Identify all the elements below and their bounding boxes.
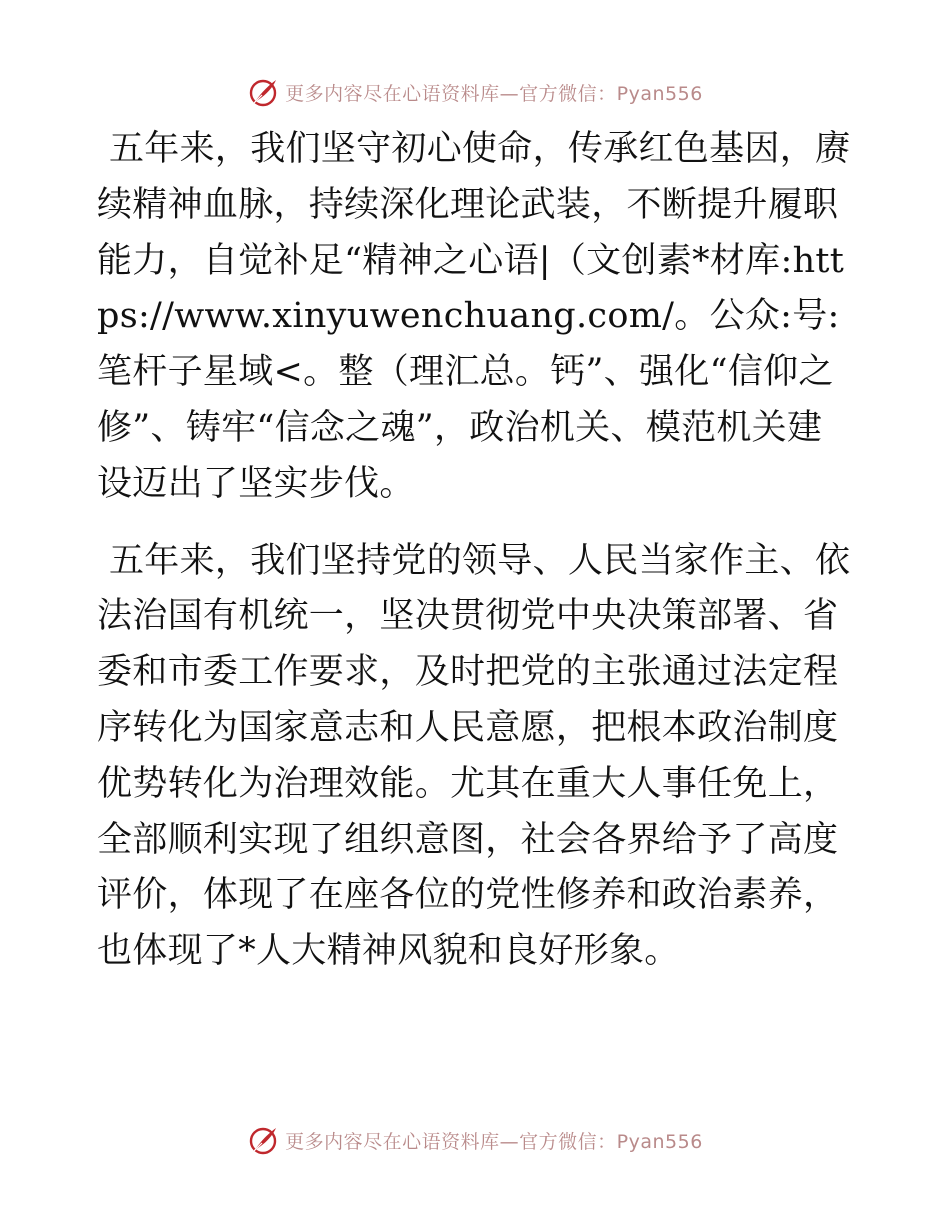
header-banner-text: 更多内容尽在心语资料库—官方微信：Pyan556	[285, 82, 703, 105]
paragraph-1: 五年来，我们坚守初心使命，传承红色基因，赓续精神血脉，持续深化理论武装，不断提升履职能力，自觉补足“精神之心语|（文创素*材库:https://www.xinyuwenchuang.com/。公众:号: 笔杆子星域<。整（理汇总。钙”、强化“信仰之修”、铸牢“信念之魂”，政治机关、模范机关建设迈出了坚实步伐。	[97, 129, 851, 504]
footer-banner	[0, 1120, 950, 1160]
footer-banner-text: 更多内容尽在心语资料库—官方微信：Pyan556	[285, 1130, 703, 1153]
paragraph-2: 五年来，我们坚持党的领导、人民当家作主、依法治国有机统一，坚决贯彻党中央决策部署、省委和市委工作要求，及时把党的主张通过法定程序转化为国家意志和人民意愿，把根本政治制度优势转化为治理效能。尤其在重大人事任免上，全部顺利实现了组织意图，社会各界给予了高度评价，体现了在座各位的党性修养和政治素养，也体现了*人大精神风貌和良好形象。	[97, 540, 851, 972]
header-banner	[0, 72, 950, 112]
document-body	[97, 122, 857, 980]
feather-pen-logo-icon	[247, 1124, 279, 1156]
feather-pen-logo-icon	[247, 76, 279, 108]
